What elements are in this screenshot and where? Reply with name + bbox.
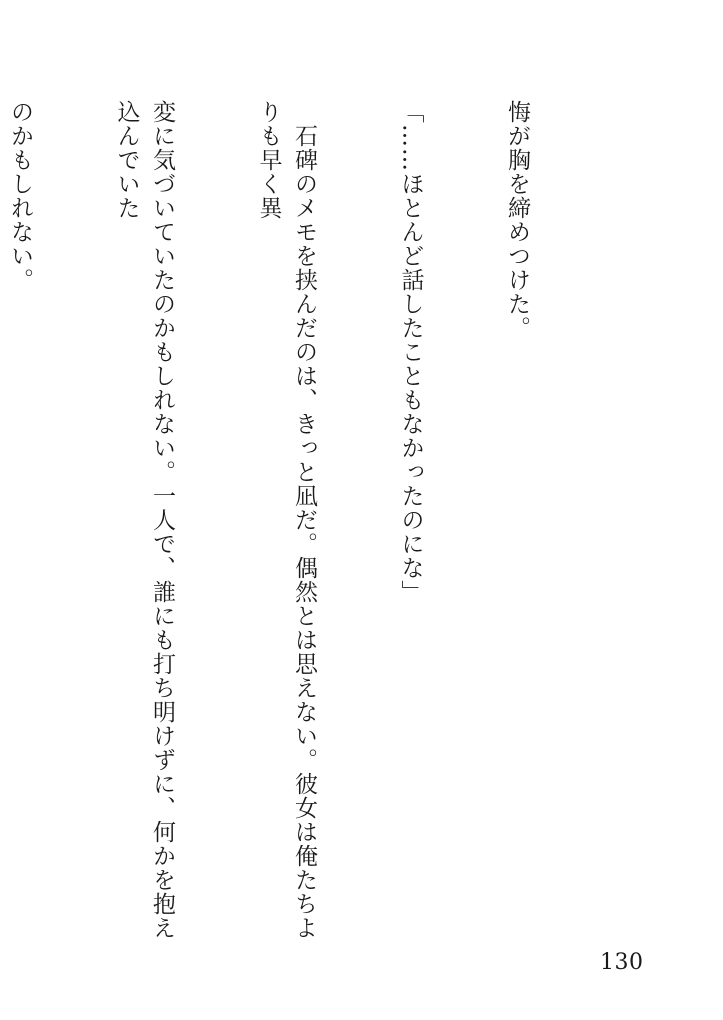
text-line: 「……ほとんど話したこともなかったのにな」 (397, 100, 424, 604)
text-line: のかもしれない。 (7, 100, 33, 292)
text-line: 変に気づいていたのかもしれない。一人で、誰にも打ち明けずに、何かを抱え込んでいた (113, 100, 175, 940)
page-number: 130 (600, 950, 644, 975)
novel-text-body (7, 100, 605, 940)
text-line: 石碑のメモを挟んだのは、きっと凪だ。偶然とは思えない。彼女は俺たちよりも早く異 (255, 100, 317, 940)
text-line: 悔が胸を締めつけた。 (504, 100, 530, 340)
